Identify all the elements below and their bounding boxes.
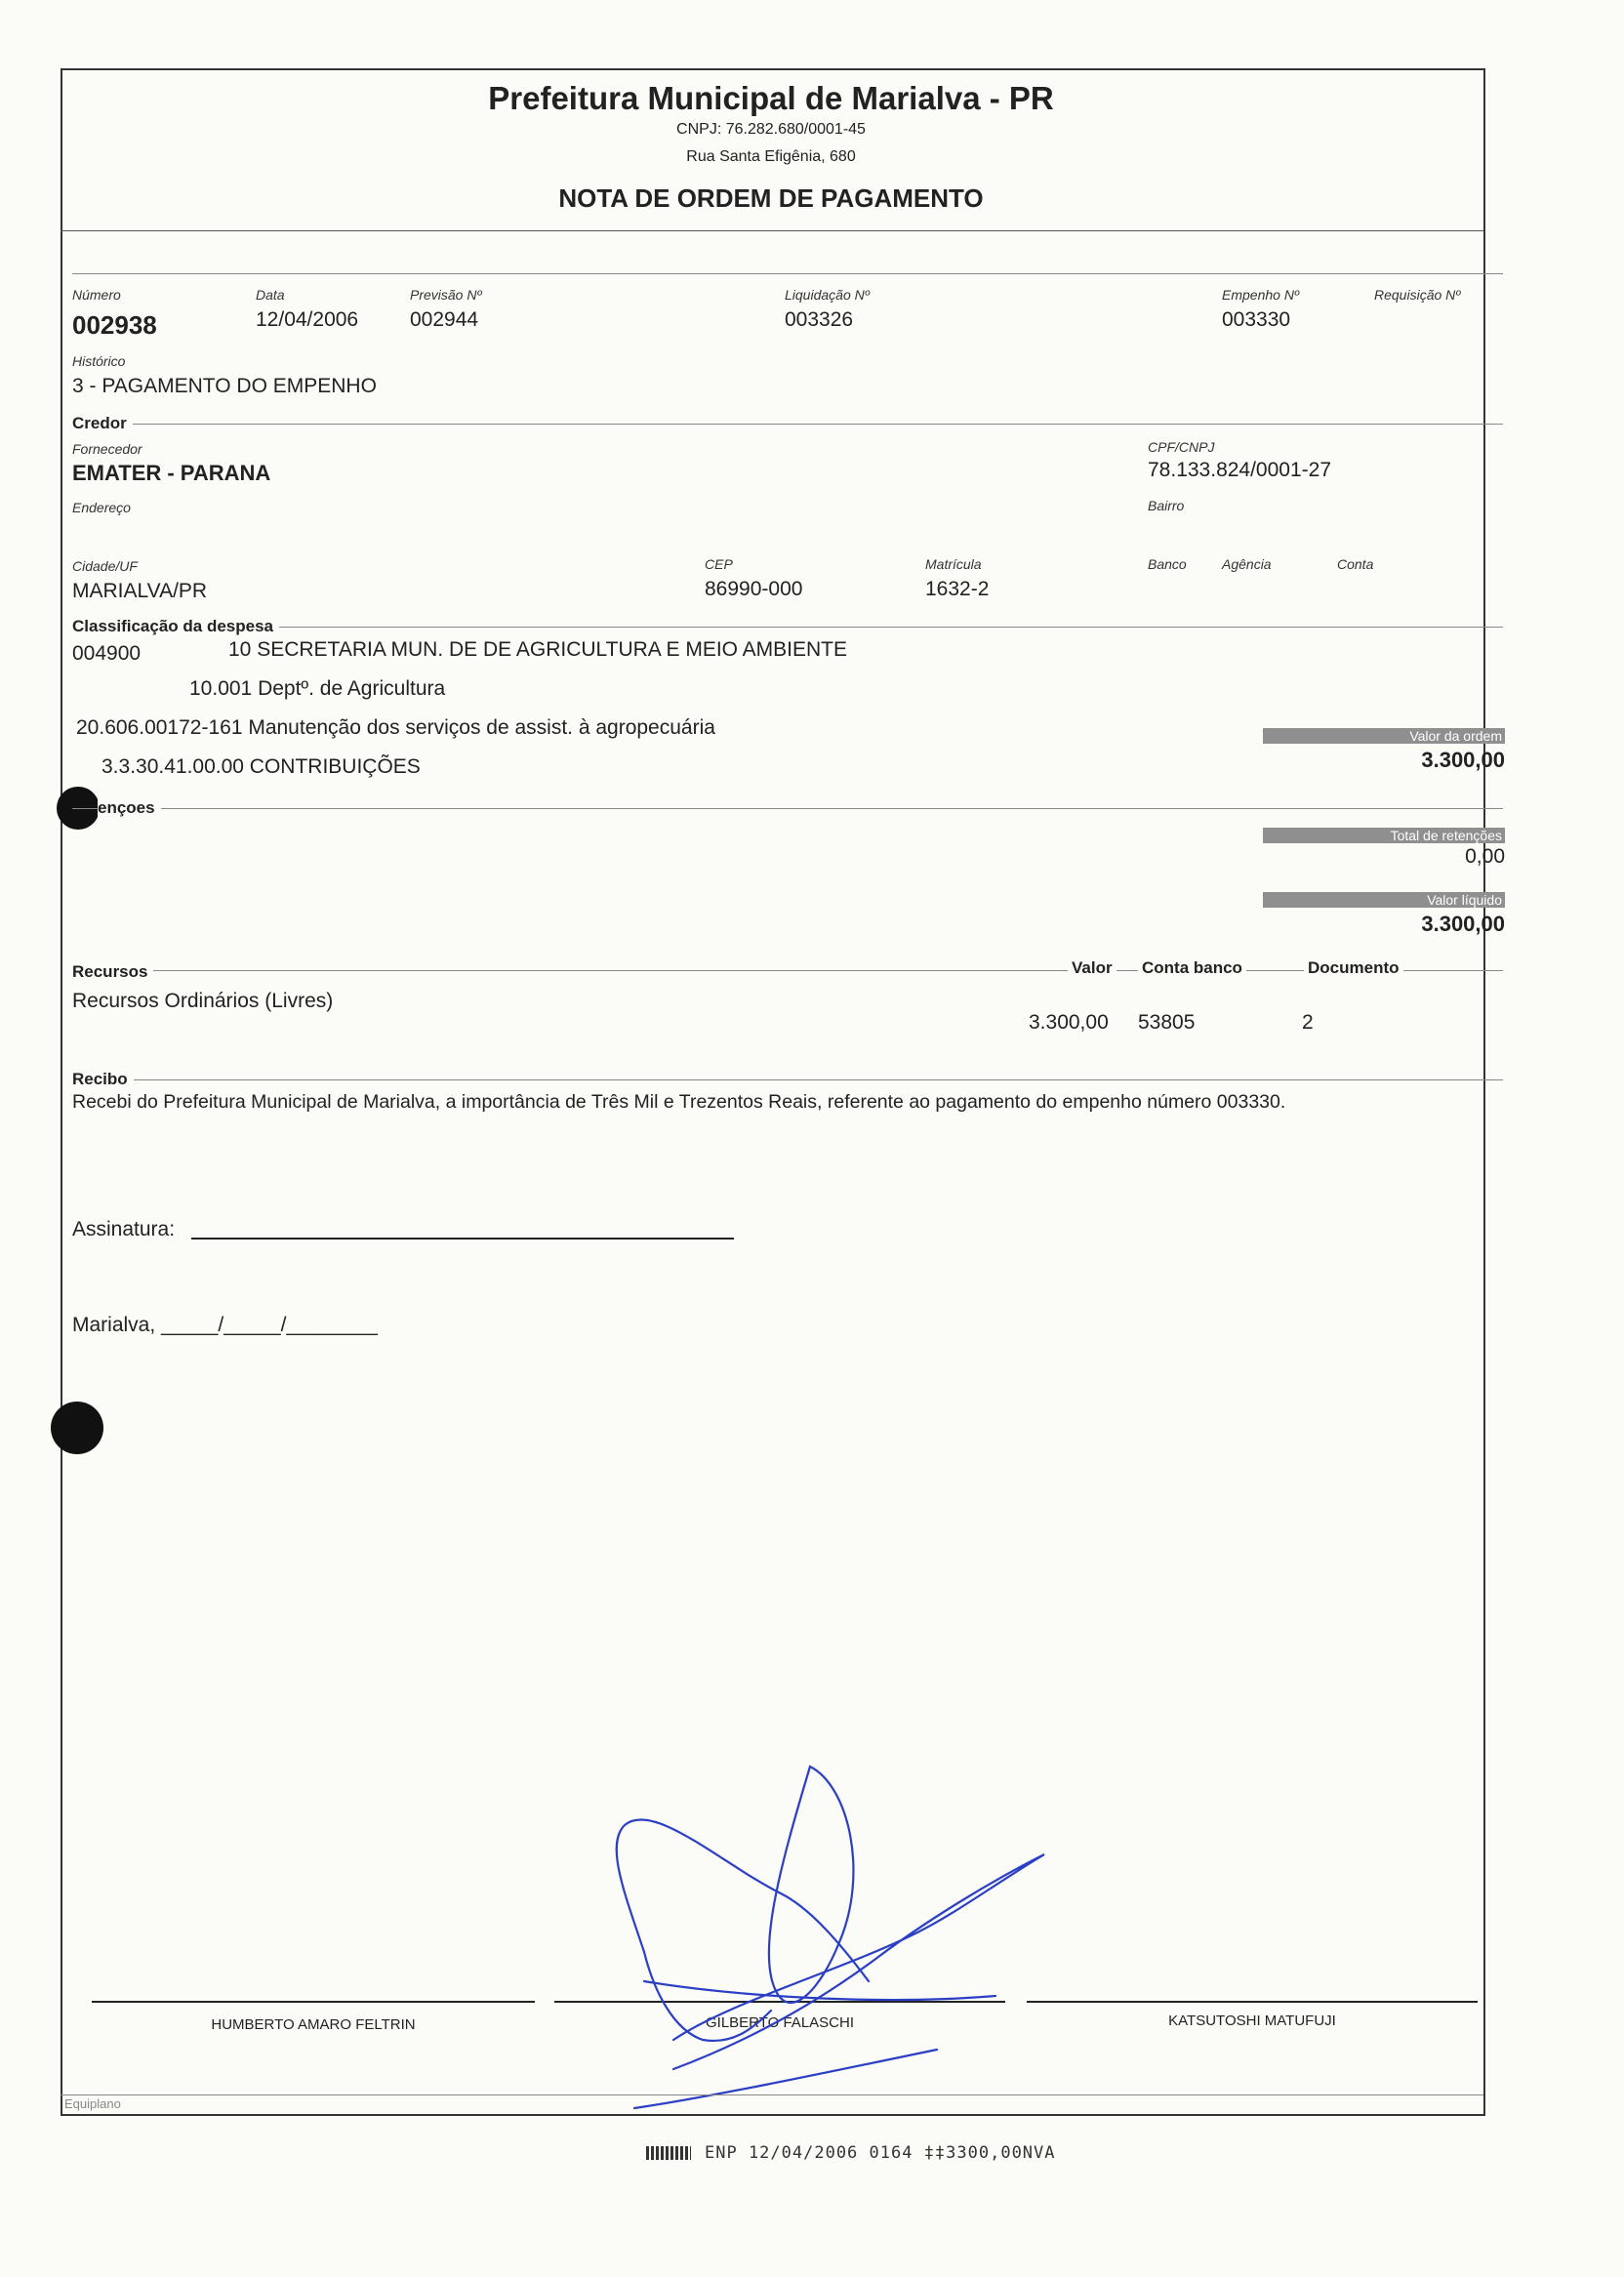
handwritten-signature <box>586 1747 1074 2118</box>
punch-hole-mark-2 <box>51 1402 103 1454</box>
document-title: NOTA DE ORDEM DE PAGAMENTO <box>558 183 984 213</box>
elemento-text: 3.3.30.41.00.00 CONTRIBUIÇÕES <box>102 755 421 778</box>
cep-value: 86990-000 <box>705 578 803 600</box>
stamp-text: ENP 12/04/2006 0164 ‡‡3300,00NVA <box>705 2143 1056 2163</box>
numero-value: 002938 <box>72 310 157 340</box>
programa-text: 20.606.00172-161 Manutenção dos serviços de assist. à agropecuária <box>76 716 715 739</box>
id-top-rule <box>72 273 1503 274</box>
previsao-label: Previsão Nº <box>410 287 482 303</box>
recursos-rule <box>72 970 1503 971</box>
classificacao-rule <box>72 627 1503 628</box>
recibo-text: Recebi do Prefeitura Municipal de Marialva, a importância de Três Mil e Trezentos Reais, referente ao pagamento do empenho número 003330. <box>72 1091 1286 1113</box>
liquidacao-label: Liquidação Nº <box>785 287 870 303</box>
valor-ordem-value: 3.300,00 <box>1421 748 1505 772</box>
fornecedor-value: EMATER - PARANA <box>72 461 271 485</box>
footer-rule <box>61 2094 1483 2095</box>
banco-label: Banco <box>1148 556 1187 572</box>
liquidacao-value: 003326 <box>785 308 854 331</box>
software-brand: Equiplano <box>64 2096 121 2111</box>
signatory-3: KATSUTOSHI MATUFUJI <box>1168 2013 1336 2029</box>
recursos-conta: 53805 <box>1138 1011 1196 1034</box>
bank-stamp <box>646 2143 1056 2163</box>
recursos-documento-header: Documento <box>1304 958 1403 978</box>
cidade-value: MARIALVA/PR <box>72 580 208 602</box>
bairro-label: Bairro <box>1148 498 1185 513</box>
recibo-section-label: Recibo <box>72 1070 134 1089</box>
data-label: Data <box>256 287 285 303</box>
classificacao-section-label: Classificação da despesa <box>72 617 279 636</box>
matricula-value: 1632-2 <box>925 578 990 600</box>
fornecedor-label: Fornecedor <box>72 441 142 457</box>
institution-address: Rua Santa Efigênia, 680 <box>686 148 856 165</box>
recursos-valor: 3.300,00 <box>1029 1011 1109 1034</box>
institution-cnpj: CNPJ: 76.282.680/0001-45 <box>676 121 866 138</box>
empenho-label: Empenho Nº <box>1222 287 1300 303</box>
recursos-documento: 2 <box>1302 1011 1314 1034</box>
empenho-value: 003330 <box>1222 308 1291 331</box>
recursos-descricao: Recursos Ordinários (Livres) <box>72 990 334 1012</box>
cpf-label: CPF/CNPJ <box>1148 439 1215 455</box>
departamento-text: 10.001 Deptº. de Agricultura <box>189 677 446 700</box>
signature-line-3 <box>1027 2001 1478 2003</box>
total-retencoes-value: 0,00 <box>1465 845 1505 868</box>
institution-title: Prefeitura Municipal de Marialva - PR <box>488 80 1054 116</box>
numero-label: Número <box>72 287 121 303</box>
total-retencoes-bar: Total de retenções <box>1263 828 1505 843</box>
data-value: 12/04/2006 <box>256 308 359 331</box>
cidade-label: Cidade/UF <box>72 558 138 574</box>
stamp-logo-icon <box>646 2146 691 2160</box>
recursos-conta-header: Conta banco <box>1138 958 1246 978</box>
valor-ordem-bar: Valor da ordem <box>1263 728 1505 744</box>
retencoes-section-label: ençoes <box>98 798 161 818</box>
previsao-value: 002944 <box>410 308 479 331</box>
classificacao-code: 004900 <box>72 642 142 665</box>
recursos-section-label: Recursos <box>72 962 153 982</box>
historico-label: Histórico <box>72 353 126 369</box>
signature-line-1 <box>92 2001 535 2003</box>
cpf-value: 78.133.824/0001-27 <box>1148 459 1332 481</box>
credor-section-label: Credor <box>72 414 133 433</box>
header-divider <box>61 230 1483 231</box>
local-data-label: Marialva, _____/_____/________ <box>72 1314 378 1336</box>
cep-label: CEP <box>705 556 733 572</box>
matricula-label: Matrícula <box>925 556 982 572</box>
valor-liquido-value: 3.300,00 <box>1421 912 1505 936</box>
credor-rule <box>72 424 1503 425</box>
historico-value: 3 - PAGAMENTO DO EMPENHO <box>72 375 377 397</box>
agencia-label: Agência <box>1222 556 1272 572</box>
recibo-rule <box>72 1079 1503 1080</box>
recursos-valor-header: Valor <box>1068 958 1116 978</box>
signatory-2: GILBERTO FALASCHI <box>706 2014 854 2031</box>
signatory-1: HUMBERTO AMARO FELTRIN <box>211 2016 416 2033</box>
retencoes-rule <box>72 808 1503 809</box>
requisicao-label: Requisição Nº <box>1374 287 1461 303</box>
conta-label: Conta <box>1337 556 1374 572</box>
endereco-label: Endereço <box>72 500 131 515</box>
secretaria-text: 10 SECRETARIA MUN. DE DE AGRICULTURA E MEIO AMBIENTE <box>228 638 848 661</box>
assinatura-line[interactable] <box>191 1238 734 1240</box>
valor-liquido-bar: Valor líquido <box>1263 892 1505 908</box>
assinatura-label: Assinatura: <box>72 1218 176 1240</box>
